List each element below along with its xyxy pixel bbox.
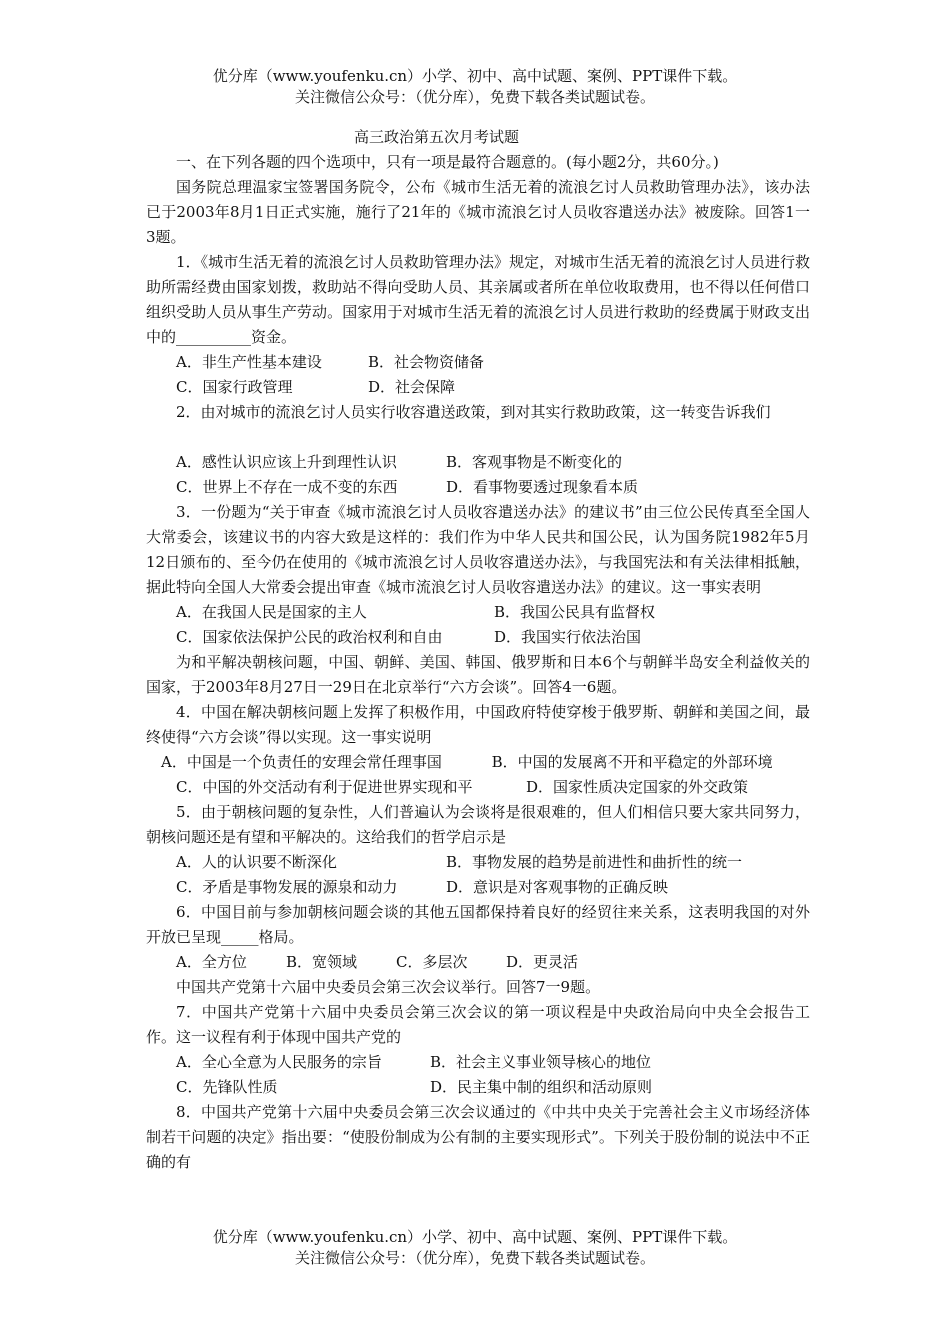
option-c: C．国家行政管理 — [176, 378, 293, 396]
option-c: C．世界上不存在一成不变的东西 — [176, 478, 398, 496]
exam-body — [146, 125, 810, 1175]
option-b: B．社会主义事业领导核心的地位 — [430, 1053, 652, 1071]
question-5-stem: 5．由于朝核问题的复杂性，人们普遍认为会谈将是很艰难的，但人们相信只要大家共同努力，朝核问题还是有望和平解决的。这给我们的哲学启示是 — [146, 803, 810, 846]
option-a: A．人的认识要不断深化 — [176, 853, 337, 871]
option-b: B．我国公民具有监督权 — [494, 603, 656, 621]
option-d: D．看事物要透过现象看本质 — [446, 478, 639, 496]
question-4-options-ab: A．中国是一个负责任的安理会常任理事国 B．中国的发展离不开和平稳定的外部环境 — [161, 753, 773, 771]
option-b: B．社会物资储备 — [368, 353, 485, 371]
intro-paragraph-3: 中国共产党第十六届中央委员会第三次会议举行。回答7一9题。 — [176, 978, 601, 996]
question-7-stem: 7．中国共产党第十六届中央委员会第三次会议的第一项议程是中央政治局向中央全会报告工作。这一议程有利于体现中国共产党的 — [146, 1003, 810, 1046]
option-d: D．意识是对客观事物的正确反映 — [446, 878, 669, 896]
option-b: B．宽领域 — [286, 953, 358, 971]
page-title: 高三政治第五次月考试题 — [354, 128, 520, 146]
option-d: D．我国实行依法治国 — [494, 628, 642, 646]
page-header — [0, 66, 950, 108]
option-a: A．非生产性基本建设 — [176, 353, 322, 371]
option-a: A．在我国人民是国家的主人 — [176, 603, 367, 621]
question-7-options-row-1 — [146, 1050, 810, 1075]
question-1-options-row-2 — [146, 375, 810, 400]
answer-blank-line — [146, 425, 810, 450]
question-4-options-row-2 — [146, 775, 810, 800]
option-c: C．先锋队性质 — [176, 1078, 278, 1096]
option-d: D．更灵活 — [506, 953, 579, 971]
question-2-options-row-1 — [146, 450, 810, 475]
question-2-stem: 2．由对城市的流浪乞讨人员实行收容遣送政策，到对其实行救助政策，这一转变告诉我们 — [176, 403, 771, 421]
option-b: B．客观事物是不断变化的 — [446, 453, 623, 471]
footer-line-2: 关注微信公众号：（优分库），免费下载各类试题试卷。 — [294, 1249, 655, 1267]
question-3-stem: 3．一份题为“关于审查《城市流浪乞讨人员收容遣送办法》的建议书”由三位公民传真至全国人大常委会，该建议书的内容大致是这样的：我们作为中华人民共和国公民，认为国务院1982年5月12日颁布的、至今仍在使用的《城市流浪乞讨人员收容遣送办法》，与我国宪法和有关法律相抵触，据此特向全国人大常委会提出审查《城市流浪乞讨人员收容遣送办法》的建议。这一事实表明 — [146, 503, 810, 596]
question-5-options-row-1 — [146, 850, 810, 875]
question-8-stem: 8．中国共产党第十六届中央委员会第三次会议通过的《中共中央关于完善社会主义市场经济体制若干问题的决定》指出要：“使股份制成为公有制的主要实现形式”。下列关于股份制的说法中不正确的有 — [146, 1103, 810, 1171]
intro-paragraph-2: 为和平解决朝核问题，中国、朝鲜、美国、韩国、俄罗斯和日本6个与朝鲜半岛安全利益攸关的国家，于2003年8月27日一29日在北京举行“六方会谈”。回答4一6题。 — [146, 653, 810, 696]
option-d: D．国家性质决定国家的外交政策 — [526, 778, 749, 796]
question-2-options-row-2 — [146, 475, 810, 500]
question-3-options-row-2 — [146, 625, 810, 650]
question-1-stem: 1．《城市生活无着的流浪乞讨人员救助管理办法》规定，对城市生活无着的流浪乞讨人员进行救助所需经费由国家划拨，救助站不得向受助人员、其亲属或者所在单位收取费用，也不得以任何借口组织受助人员从事生产劳动。国家用于对城市生活无着的流浪乞讨人员进行救助的经费属于财政支出中的__________资金。 — [146, 253, 810, 346]
option-d: D．民主集中制的组织和活动原则 — [430, 1078, 653, 1096]
question-6-stem: 6．中国目前与参加朝核问题会谈的其他五国都保持着良好的经贸往来关系，这表明我国的对外开放已呈现_____格局。 — [146, 903, 810, 946]
option-d: D．社会保障 — [368, 378, 456, 396]
question-5-options-row-2 — [146, 875, 810, 900]
footer-line-1: 优分库（www.youfenku.cn）小学、初中、高中试题、案例、PPT课件下载。 — [212, 1228, 738, 1246]
page-footer — [0, 1227, 950, 1269]
option-c: C．多层次 — [396, 953, 468, 971]
intro-paragraph-1: 国务院总理温家宝签署国务院令，公布《城市生活无着的流浪乞讨人员救助管理办法》，该办法已于2003年8月1日正式实施，施行了21年的《城市流浪乞讨人员收容遣送办法》被废除。回答1一3题。 — [146, 178, 810, 246]
question-7-options-row-2 — [146, 1075, 810, 1100]
option-b: B．事物发展的趋势是前进性和曲折性的统一 — [446, 853, 743, 871]
question-3-options-row-1 — [146, 600, 810, 625]
option-c: C．国家依法保护公民的政治权利和自由 — [176, 628, 443, 646]
option-a: A．全方位 — [176, 953, 247, 971]
option-c: C．中国的外交活动有利于促进世界实现和平 — [176, 778, 473, 796]
header-line-1: 优分库（www.youfenku.cn）小学、初中、高中试题、案例、PPT课件下载。 — [212, 67, 738, 85]
question-4-stem: 4．中国在解决朝核问题上发挥了积极作用，中国政府特使穿梭于俄罗斯、朝鲜和美国之间，最终使得“六方会谈”得以实现。这一事实说明 — [146, 703, 810, 746]
option-c: C．矛盾是事物发展的源泉和动力 — [176, 878, 398, 896]
header-line-2: 关注微信公众号：（优分库），免费下载各类试题试卷。 — [294, 88, 655, 106]
question-1-options-row-1 — [146, 350, 810, 375]
option-a: A．感性认识应该上升到理性认识 — [176, 453, 397, 471]
question-6-options — [146, 950, 810, 975]
option-a: A．全心全意为人民服务的宗旨 — [176, 1053, 382, 1071]
section-instruction: 一、在下列各题的四个选项中，只有一项是最符合题意的。(每小题2分，共60分。) — [176, 153, 719, 171]
